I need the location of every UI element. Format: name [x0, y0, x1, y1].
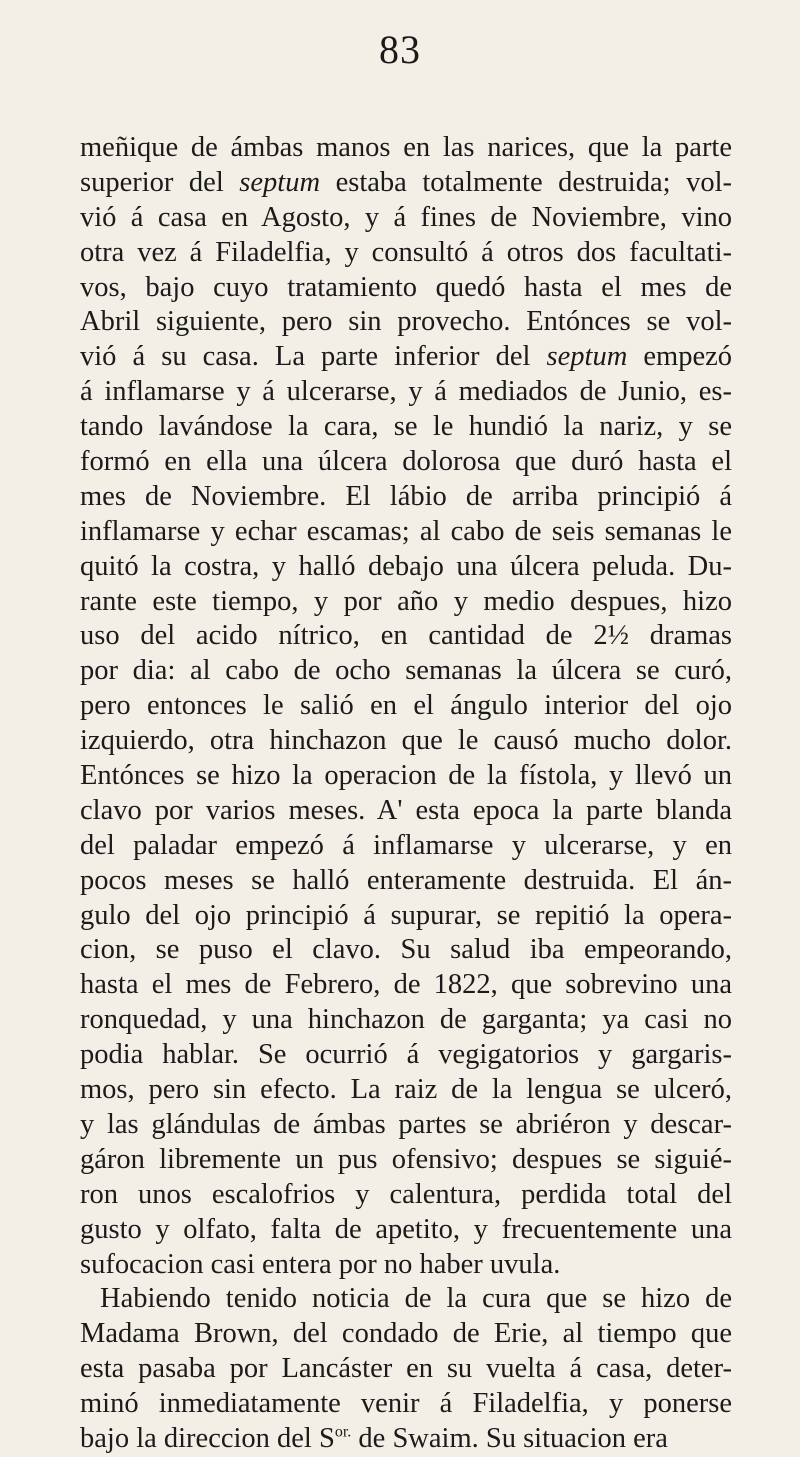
text-line: cion, se puso el clavo. Su salud iba empeorando,	[80, 934, 732, 966]
text-line: pocos meses se halló enteramente destruida. El án-	[80, 864, 732, 896]
text-line: formó en ella una úlcera dolorosa que duró hasta el	[80, 446, 732, 478]
text-line: meñique de ámbas manos en las narices, que la parte	[80, 132, 732, 163]
text-line: mes de Noviembre. El lábio de arriba principió á	[80, 480, 732, 512]
text-line: pero entonces le salió en el ángulo interior del ojo	[80, 690, 732, 722]
text-line: gusto y olfato, falta de apetito, y frecuentemente una	[80, 1213, 732, 1245]
text-line: izquierdo, otra hinchazon que le causó mucho dolor.	[80, 725, 732, 757]
text-line: ronquedad, y una hinchazon de garganta; ya casi no	[80, 1004, 732, 1036]
text-line: sufocacion casi entera por no haber uvula.	[80, 1248, 561, 1280]
text-line: gáron libremente un pus ofensivo; despues se siguié-	[80, 1143, 732, 1175]
text-line: uso del acido nítrico, en cantidad de 2½ dramas	[80, 620, 732, 652]
text-line: vió á su casa. La parte inferior del septum empezó	[80, 341, 732, 373]
text-line: á inflamarse y á ulcerarse, y á mediados de Junio, es-	[80, 376, 732, 408]
text-line: vió á casa en Agosto, y á fines de Noviembre, vino	[80, 201, 732, 233]
text-line: podia hablar. Se ocurrió á vegigatorios y gargaris-	[80, 1039, 732, 1071]
text-line: ron unos escalofrios y calentura, perdida total del	[80, 1178, 732, 1210]
text-line: por dia: al cabo de ocho semanas la úlcera se curó,	[80, 655, 732, 687]
text-line: esta pasaba por Lancáster en su vuelta á casa, deter-	[80, 1353, 732, 1385]
body-text	[80, 131, 732, 1457]
text-line: bajo la direccion del $S^{or.}$ de Swaim. Su situacion era	[80, 1422, 668, 1454]
text-line: clavo por varios meses. A' esta epoca la parte blanda	[80, 794, 732, 826]
text-line: inflamarse y echar escamas; al cabo de seis semanas le	[80, 515, 732, 547]
text-line: quitó la costra, y halló debajo una úlcera peluda. Du-	[80, 550, 732, 582]
text-line: tando lavándose la cara, se le hundió la nariz, y se	[80, 411, 732, 443]
text-line: mos, pero sin efecto. La raiz de la lengua se ulceró,	[80, 1074, 732, 1106]
text-line: Madama Brown, del condado de Erie, al tiempo que	[80, 1318, 732, 1350]
text-line: Abril siguiente, pero sin provecho. Entónces se vol-	[80, 306, 732, 338]
text-line: y las glándulas de ámbas partes se abriéron y descar-	[80, 1108, 732, 1140]
text-line: superior del septum estaba totalmente destruida; vol-	[80, 166, 732, 198]
text-line: gulo del ojo principió á supurar, se repitió la opera-	[80, 899, 732, 931]
text-line: Habiendo tenido noticia de la cura que se hizo de	[100, 1283, 732, 1315]
text-line: hasta el mes de Febrero, de 1822, que sobrevino una	[80, 969, 732, 1001]
text-line: minó inmediatamente venir á Filadelfia, y ponerse	[80, 1388, 732, 1420]
text-line: del paladar empezó á inflamarse y ulcerarse, y en	[80, 829, 732, 861]
page-number: 83	[379, 27, 421, 72]
text-line: otra vez á Filadelfia, y consultó á otros dos facultati-	[80, 236, 732, 268]
text-line: Entónces se hizo la operacion de la fístola, y llevó un	[80, 760, 732, 792]
text-line: vos, bajo cuyo tratamiento quedó hasta el mes de	[80, 271, 732, 303]
text-line: rante este tiempo, y por año y medio despues, hizo	[80, 585, 732, 617]
